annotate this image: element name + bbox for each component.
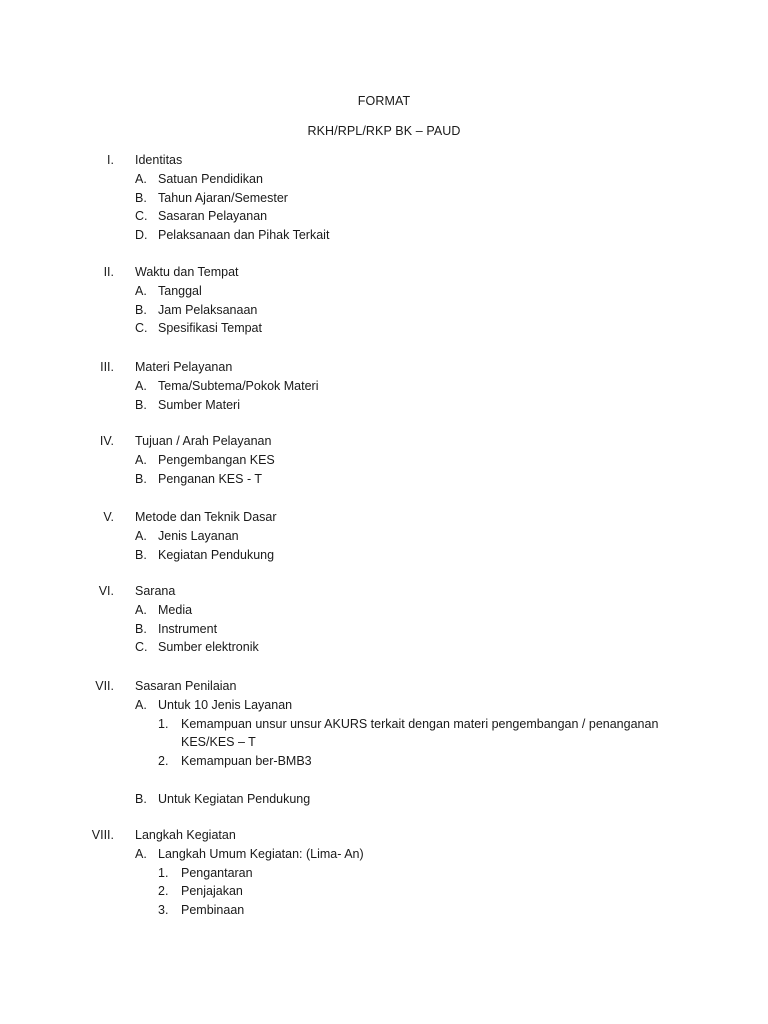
list-item-text: Instrument — [158, 621, 218, 636]
list-item-text: Tema/Subtema/Pokok Materi — [158, 378, 319, 393]
sublist-item-marker: 1. — [158, 716, 169, 731]
list-item-marker: D. — [135, 228, 148, 243]
list-item-text: Langkah Umum Kegiatan: (Lima- An) — [158, 846, 364, 861]
list-item-text: Media — [158, 602, 193, 617]
section-heading: Identitas — [135, 153, 183, 167]
list-item-text: Jenis Layanan — [158, 528, 239, 543]
list-item-marker: B. — [135, 471, 147, 486]
list-item-marker: A. — [135, 846, 147, 861]
sublist-item-continuation: KES/KES – T — [181, 735, 256, 750]
section-heading: Materi Pelayanan — [135, 360, 233, 374]
sublist-item-text: Kemampuan ber-BMB3 — [181, 754, 312, 769]
list-item-marker: A. — [135, 452, 147, 467]
sublist-item-text: Pembinaan — [181, 903, 245, 918]
list-item-text: Tahun Ajaran/Semester — [158, 190, 288, 205]
list-item-marker: A. — [135, 697, 147, 712]
list-item-marker: B. — [135, 190, 147, 205]
section-numeral: VII. — [95, 679, 114, 693]
section-numeral: II. — [103, 265, 114, 279]
sublist-item-text: Kemampuan unsur unsur AKURS terkait dengan materi pengembangan / penanganan — [181, 716, 659, 731]
list-item-text: Untuk 10 Jenis Layanan — [158, 697, 293, 712]
sublist-item-marker: 2. — [158, 754, 169, 769]
document-title: FORMAT — [357, 94, 411, 108]
list-item-text: Jam Pelaksanaan — [158, 302, 258, 317]
section-numeral: I. — [107, 153, 114, 167]
section-numeral: IV. — [99, 434, 114, 448]
section-numeral: VIII. — [91, 828, 114, 842]
list-item-marker: A. — [135, 171, 147, 186]
section-heading: Tujuan / Arah Pelayanan — [135, 434, 272, 448]
list-item-marker: A. — [135, 602, 147, 617]
sublist-item-text: Pengantaran — [181, 865, 253, 880]
sublist-item-marker: 2. — [158, 884, 169, 899]
list-item-marker: A. — [135, 378, 147, 393]
section-heading: Langkah Kegiatan — [135, 828, 236, 842]
list-item-marker: A. — [135, 528, 147, 543]
section-heading: Sasaran Penilaian — [135, 679, 237, 693]
list-item-text: Sumber Materi — [158, 397, 240, 412]
section-numeral: III. — [100, 360, 114, 374]
list-item-marker: C. — [135, 209, 148, 224]
list-item-text: Kegiatan Pendukung — [158, 547, 275, 562]
list-item-marker: B. — [135, 547, 147, 562]
list-item-marker: C. — [135, 640, 148, 655]
list-item-marker: C. — [135, 321, 148, 336]
section-numeral: V. — [103, 510, 114, 524]
list-item-text: Spesifikasi Tempat — [158, 321, 262, 336]
list-item-marker: B. — [135, 621, 147, 636]
list-item-marker: B. — [135, 302, 147, 317]
list-item-marker: B. — [135, 397, 147, 412]
list-item-marker: A. — [135, 283, 147, 298]
list-item-text: Penganan KES - T — [158, 471, 263, 486]
section-heading: Metode dan Teknik Dasar — [135, 510, 277, 524]
document-subtitle: RKH/RPL/RKP BK – PAUD — [307, 124, 461, 138]
list-item-text: Untuk Kegiatan Pendukung — [158, 791, 311, 806]
list-item-marker: B. — [135, 791, 147, 806]
list-item-text: Sasaran Pelayanan — [158, 209, 268, 224]
list-item-text: Pelaksanaan dan Pihak Terkait — [158, 228, 330, 243]
list-item-text: Satuan Pendidikan — [158, 171, 263, 186]
list-item-text: Pengembangan KES — [158, 452, 275, 467]
sublist-item-marker: 3. — [158, 903, 169, 918]
list-item-text: Sumber elektronik — [158, 640, 259, 655]
sublist-item-text: Penjajakan — [181, 884, 243, 899]
section-heading: Waktu dan Tempat — [135, 265, 239, 279]
list-item-text: Tanggal — [158, 283, 202, 298]
section-heading: Sarana — [135, 584, 176, 598]
section-numeral: VI. — [98, 584, 114, 598]
sublist-item-marker: 1. — [158, 865, 169, 880]
